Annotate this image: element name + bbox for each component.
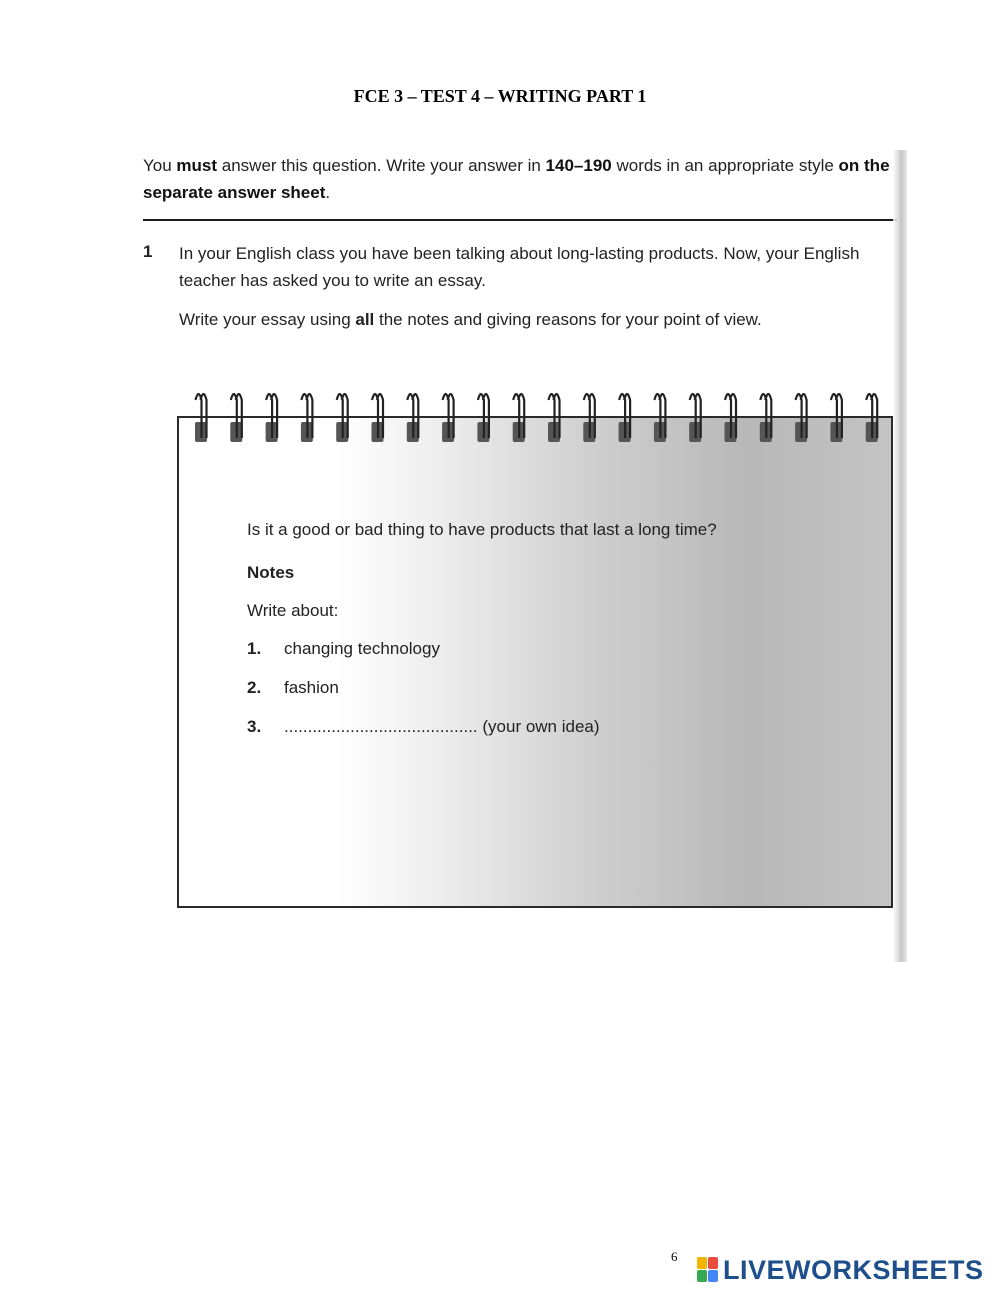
logo-square-icon: [708, 1270, 718, 1282]
note-item-number: 1.: [247, 639, 262, 658]
spiral-ring-icon: [795, 394, 807, 442]
question-number: 1: [143, 242, 153, 261]
spiral-ring-icon: [866, 394, 878, 442]
notebook-panel: [177, 416, 893, 908]
question-text: In your English class you have been talking about long-lasting products. Now, your English teacher has asked you to write an essay.: [179, 244, 860, 290]
spiral-ring-icon: [230, 394, 242, 442]
instr-bold-wordcount: 140–190: [545, 156, 612, 175]
spiral-ring-icon: [689, 394, 701, 442]
task-instructions: [143, 152, 903, 206]
page-number: 6: [671, 1249, 678, 1264]
essay-question: Is it a good or bad thing to have products that last a long time?: [247, 520, 717, 539]
note-item: [247, 678, 339, 698]
instr-text-1: You: [143, 156, 177, 175]
notebook-spiral-binding: [177, 386, 893, 446]
instr-text-4: .: [325, 183, 331, 202]
divider-rule: [143, 219, 897, 221]
page-title: FCE 3 – TEST 4 – WRITING PART 1: [353, 86, 647, 106]
spiral-ring-icon: [548, 394, 560, 442]
spiral-ring-icon: [266, 394, 278, 442]
spiral-ring-icon: [760, 394, 772, 442]
logo-square-icon: [697, 1257, 707, 1269]
note-item-text: changing technology: [284, 639, 440, 658]
question-instruction: [179, 306, 899, 333]
notes-label: Notes: [247, 563, 295, 582]
instr-bold-must: must: [176, 156, 218, 175]
liveworksheets-logo-text: LIVEWORKSHEETS: [723, 1254, 984, 1285]
spiral-ring-icon: [372, 394, 384, 442]
spiral-ring-icon: [830, 394, 842, 442]
instr-bold-answer-sheet: on the separate answer sheet: [143, 156, 890, 202]
spiral-ring-icon: [513, 394, 525, 442]
question-instruction-bold: all: [355, 310, 375, 329]
note-item-number: 2.: [247, 678, 262, 697]
liveworksheets-logo[interactable]: [697, 1253, 984, 1287]
spiral-ring-icon: [619, 394, 631, 442]
scan-shadow-edge: [893, 150, 907, 962]
logo-square-icon: [708, 1257, 718, 1269]
write-about-label: Write about:: [247, 601, 339, 620]
spiral-ring-icon: [336, 394, 348, 442]
question-instruction-b: the notes and giving reasons for your point of view.: [374, 310, 762, 329]
spiral-ring-icon: [725, 394, 737, 442]
note-item-number: 3.: [247, 717, 262, 736]
spiral-ring-icon: [477, 394, 489, 442]
instr-text-2: answer this question. Write your answer in: [217, 156, 546, 175]
spiral-ring-icon: [442, 394, 454, 442]
instr-text-3: words in an appropriate style: [611, 156, 839, 175]
logo-square-icon: [697, 1270, 707, 1282]
note-item: [247, 717, 600, 737]
spiral-ring-icon: [654, 394, 666, 442]
spiral-ring-icon: [407, 394, 419, 442]
spiral-ring-icon: [583, 394, 595, 442]
liveworksheets-logo-icon: [697, 1257, 719, 1283]
spiral-ring-icon: [195, 394, 207, 442]
note-item: [247, 639, 440, 659]
spiral-ring-icon: [301, 394, 313, 442]
note-item-text: fashion: [284, 678, 339, 697]
note-item-text: ......................................... (your own idea): [284, 717, 600, 736]
question-instruction-a: Write your essay using: [179, 310, 356, 329]
